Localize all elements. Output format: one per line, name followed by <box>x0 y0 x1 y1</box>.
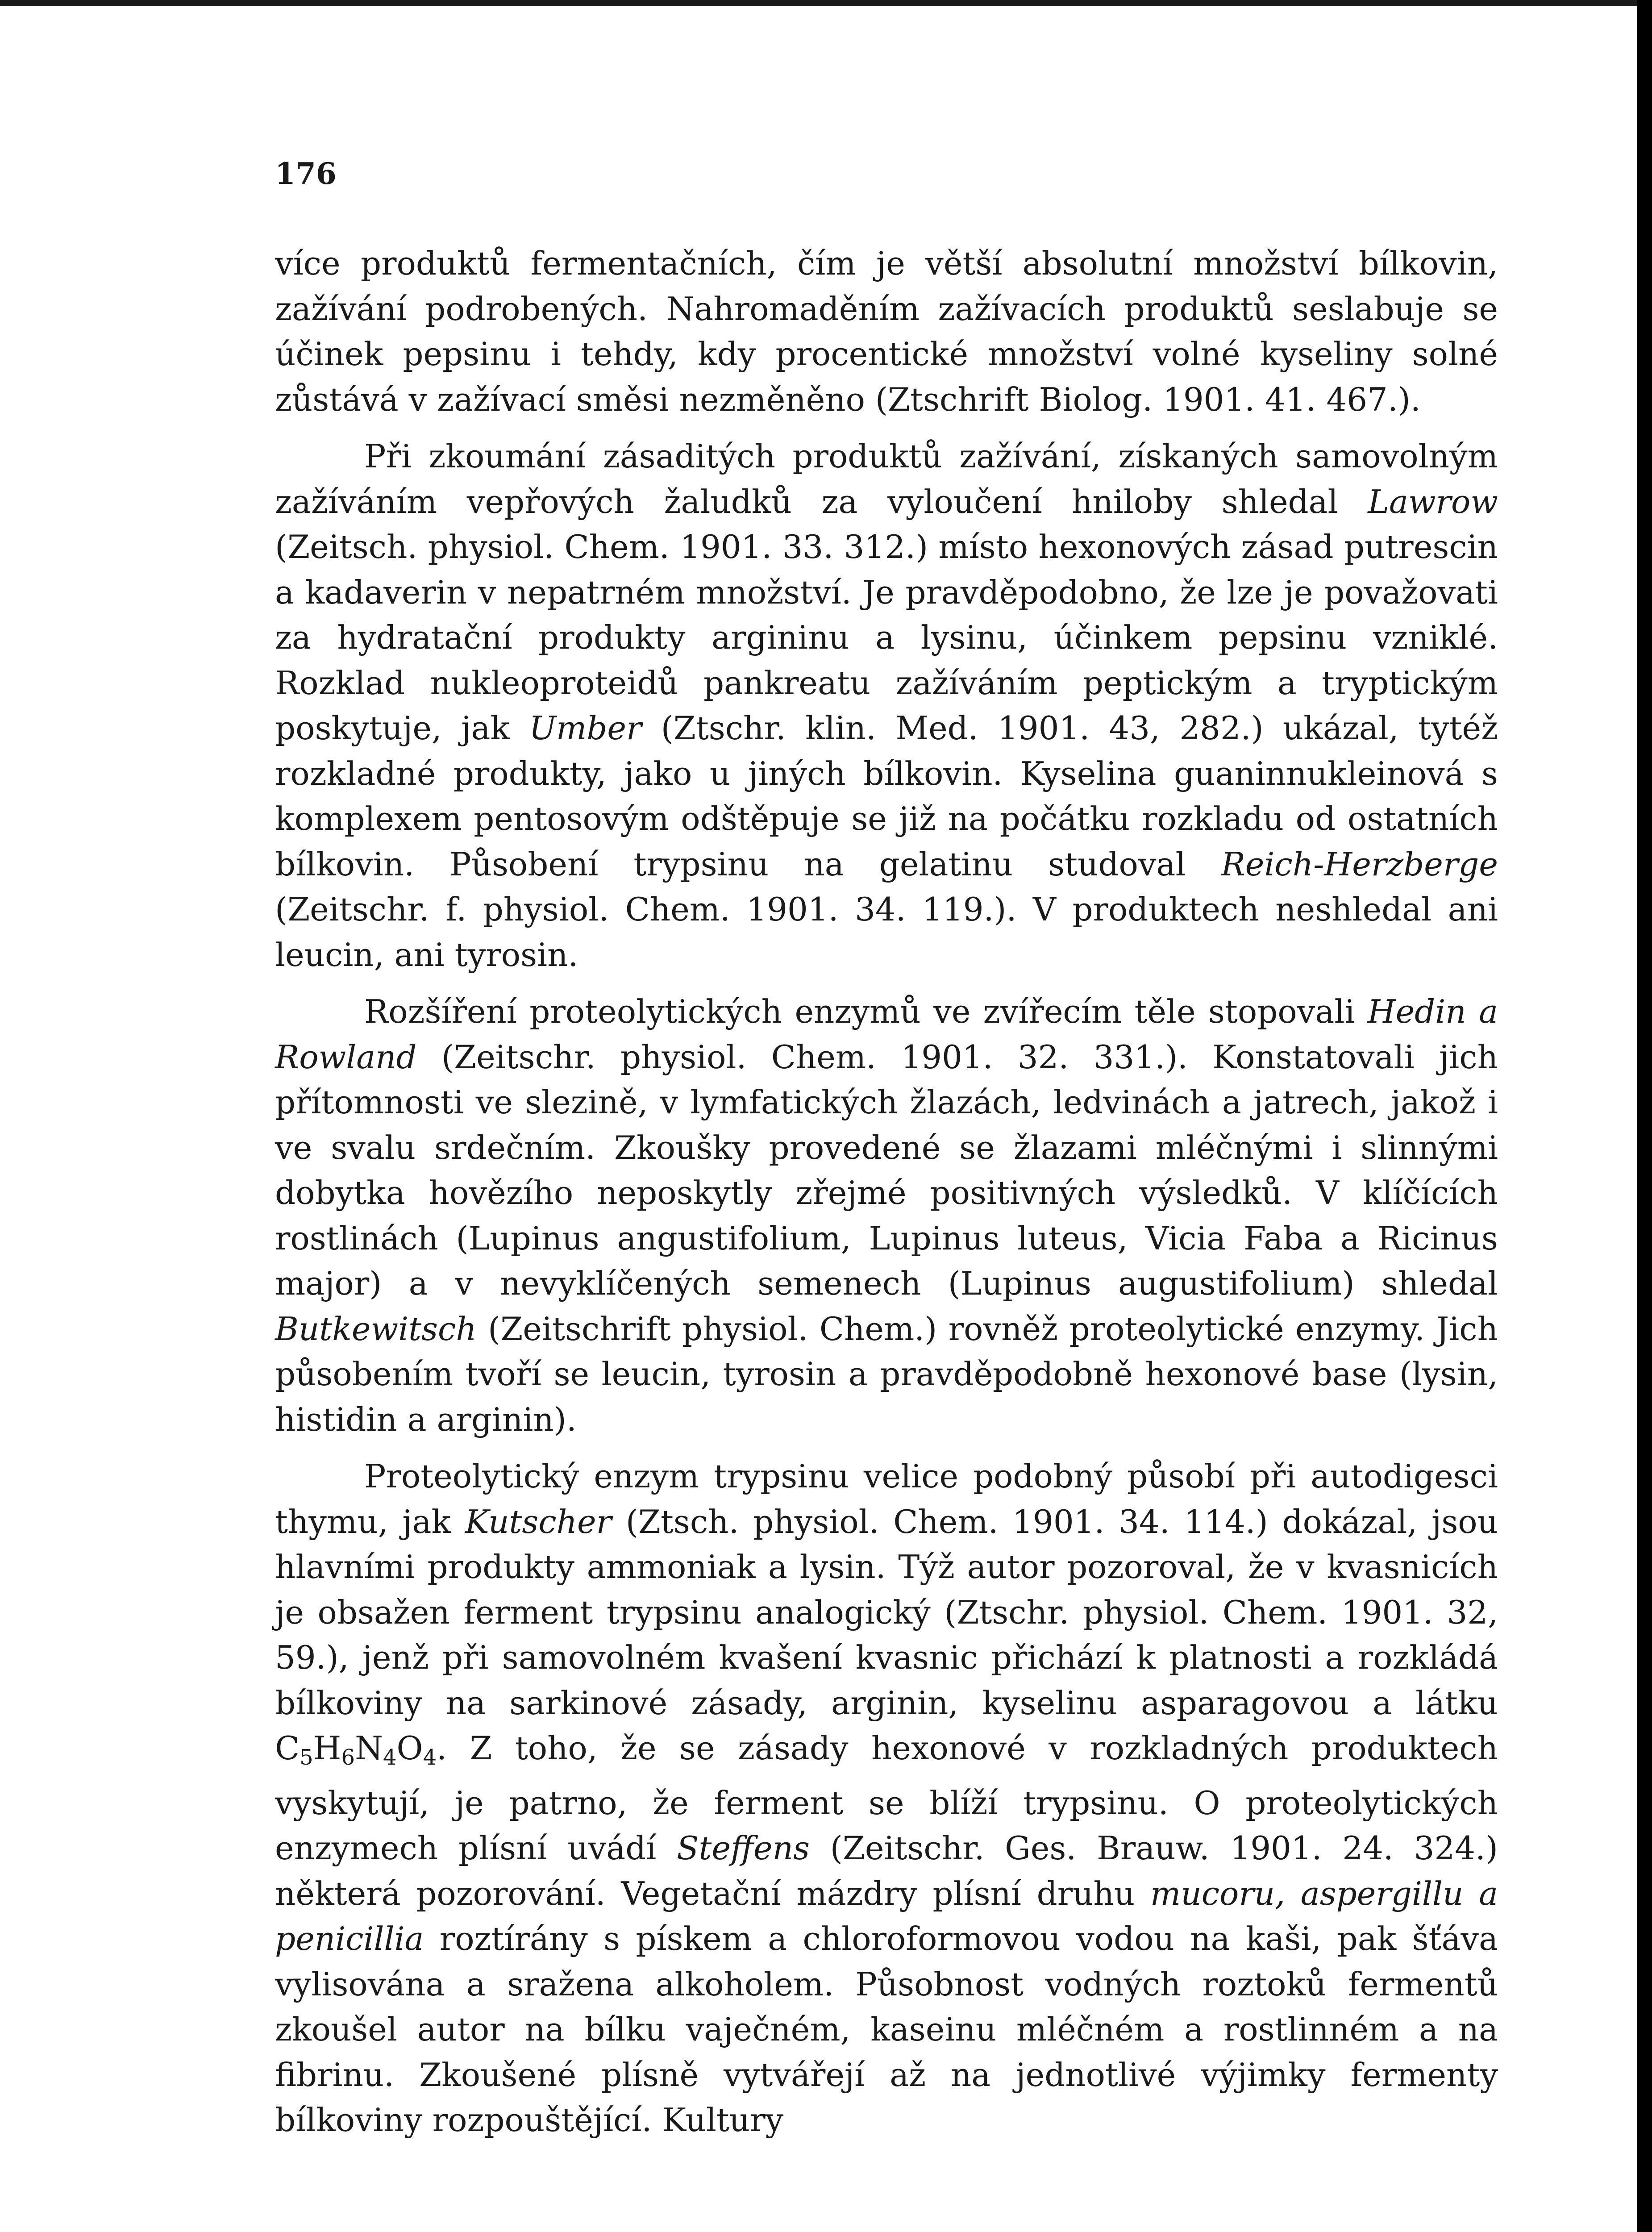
formula-subscript: 4 <box>423 1745 437 1770</box>
body-text <box>275 241 1498 2155</box>
cited-author: Steffens <box>677 1829 810 1867</box>
cited-author: Butkewitsch <box>275 1310 477 1348</box>
text-run: Proteolytický enzym trypsinu velice podobný působí při autodigesci thymu, jak <box>275 1457 1498 1541</box>
text-run: (Zeitschr. physiol. Chem. 1901. 32. 331.). Konstatovali jich přítomnosti ve slezině, v lymfatických žlazách, ledvinách a jatrech, jakož i ve svalu srdečním. Zkoušky provedené se žlazami mléčnými i slinnými dobytka hovězího neposkytly zřejmé positivných výsledků. V klíčících rostlinách (Lupinus angustifolium, Lupinus luteus, Vicia Faba a Ricinus major) a v nevyklíčených semenech (Lupinus augustifolium) shledal <box>275 1038 1498 1302</box>
text-run: (Zeitsch. physiol. Chem. 1901. 33. 312.) místo hexonových zásad putrescin a kadaverin v nepatrném množství. Je pravděpodobno, že lze je považovati za hydratační produkty argininu a lysinu, účinkem pepsinu vzniklé. Rozklad nukleoproteidů pankreatu zažíváním peptickým a tryptickým poskytuje, jak <box>275 528 1498 747</box>
paragraph <box>275 989 1498 1442</box>
text-run: N <box>354 1729 383 1767</box>
text-run: více produktů fermentačních, čím je větší absolutní množství bílkovin, zažívání podrobených. Nahromaděním zažívacích produktů seslabuje se účinek pepsinu i tehdy, kdy procentické množství volné kyseliny solné zůstává v zažívací směsi nezměněno (Ztschrift Biolog. 1901. 41. 467.). <box>275 245 1498 418</box>
text-run: (Zeitschr. Ges. Brauw. 1901. 24. 324.) některá pozorování. Vegetační mázdry plísní druhu <box>275 1829 1498 1912</box>
text-run: O <box>396 1729 423 1767</box>
text-run: . Z toho, že se zásady hexonové v rozkladných produktech vyskytují, je patrno, že ferment se blíží trypsinu. O proteolytických enzymech plísní uvádí <box>275 1729 1498 1867</box>
text-run: (Zeitschrift physiol. Chem.) rovněž proteolytické enzymy. Jich působením tvoří se leucin, tyrosin a pravděpodobně hexonové base (lysin, histidin a arginin). <box>275 1310 1498 1438</box>
cited-author: Reich-Herzberge <box>1221 845 1498 883</box>
text-run: Rozšíření proteolytických enzymů ve zvířecím těle stopovali <box>364 993 1368 1030</box>
page-number: 176 <box>275 156 337 191</box>
scan-border-top <box>0 0 1652 6</box>
paragraph <box>275 241 1498 422</box>
cited-author: Lawrow <box>1368 483 1498 521</box>
text-run: Při zkoumání zásaditých produktů zažívání, získaných samovolným zažíváním vepřových žaludků za vyloučení hniloby shledal <box>275 437 1498 521</box>
paragraph <box>275 434 1498 978</box>
cited-author: Hedin a Rowland <box>275 993 1498 1076</box>
cited-author: Kutscher <box>465 1503 612 1541</box>
text-run: (Ztschr. klin. Med. 1901. 43, 282.) ukázal, tytéž rozkladné produkty, jako u jiných bílkovin. Kyselina guaninnukleinová s komplexem pentosovým odštěpuje se již na počátku rozkladu od ostatních bílkovin. Působení trypsinu na gelatinu studoval <box>275 709 1498 883</box>
text-run: (Zeitschr. f. physiol. Chem. 1901. 34. 119.). V produktech neshledal ani leucin, ani tyrosin. <box>275 891 1498 974</box>
formula-subscript: 5 <box>300 1745 313 1770</box>
text-run: roztírány s pískem a chloroformovou vodou na kaši, pak šťáva vylisována a sražena alkoholem. Působnost vodných roztoků fermentů zkoušel autor na bílku vaječném, kaseinu mléčném a rostlinném a na fibrinu. Zkoušené plísně vytvářejí až na jednotlivé výjimky fermenty bílkoviny rozpouštějící. Kultury <box>275 1920 1498 2139</box>
scan-border-right <box>1637 0 1652 2232</box>
formula-subscript: 6 <box>341 1745 355 1770</box>
formula-subscript: 4 <box>383 1745 397 1770</box>
text-run: (Ztsch. physiol. Chem. 1901. 34. 114.) dokázal, jsou hlavními produkty ammoniak a lysin. Týž autor pozoroval, že v kvasnicích je obsažen ferment trypsinu analogický (Ztschr. physiol. Chem. 1901. 32, 59.), jenž při samovolném kvašení kvasnic přichází k platnosti a rozkládá bílkoviny na sarkinové zásady, arginin, kyselinu asparagovou a látku C <box>275 1503 1498 1767</box>
cited-author: Umber <box>529 709 642 747</box>
text-run: H <box>313 1729 341 1767</box>
paragraph <box>275 1454 1498 2143</box>
cited-author: mucoru, aspergillu a penicillia <box>275 1874 1498 1957</box>
